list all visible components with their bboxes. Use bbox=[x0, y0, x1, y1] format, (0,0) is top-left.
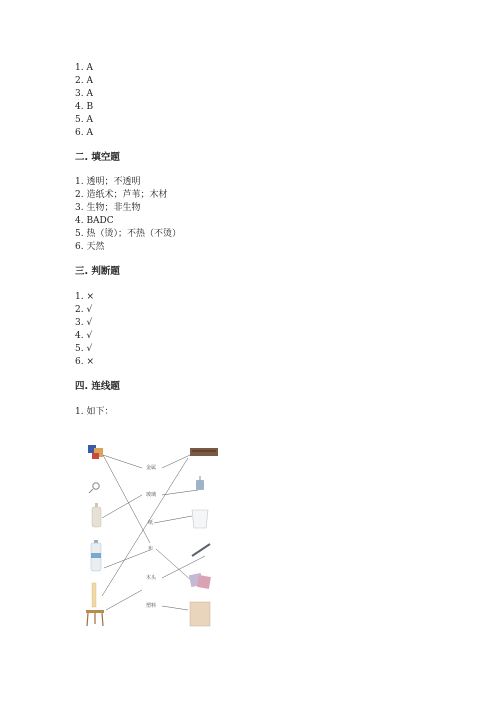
object-wooden-stool-icon bbox=[86, 610, 104, 626]
object-pen-icon bbox=[192, 544, 210, 556]
object-plastic-bags-icon bbox=[189, 573, 211, 589]
answer-line: 2. A bbox=[75, 76, 93, 86]
connector-lines bbox=[102, 455, 205, 610]
answer-line: 4. BADC bbox=[75, 216, 114, 226]
connector-line bbox=[104, 550, 150, 568]
object-wood-log-icon bbox=[190, 448, 218, 456]
answer-line: 4. B bbox=[75, 102, 94, 112]
answer-line: 6. × bbox=[75, 357, 94, 367]
answer-line: 5. 热（烫）；不热（不烫） bbox=[75, 229, 181, 239]
answer-line: 1. A bbox=[75, 63, 93, 73]
object-cardboard-box-icon bbox=[190, 602, 210, 626]
connector-line bbox=[103, 455, 150, 543]
section-heading-fill-blank: 二. 填空题 bbox=[75, 152, 120, 163]
answer-line: 4. √ bbox=[75, 331, 93, 341]
answer-line: 1. 如下： bbox=[75, 407, 114, 417]
material-label-metal: 金属 bbox=[146, 465, 157, 471]
material-label-plastic: 塑料 bbox=[146, 603, 157, 609]
connector-line bbox=[106, 590, 142, 610]
material-label-glass: 玻璃 bbox=[146, 492, 157, 498]
section-heading-true-false: 三. 判断题 bbox=[75, 266, 120, 277]
object-cloth-squares-icon bbox=[88, 445, 103, 459]
connector-line bbox=[154, 516, 192, 523]
object-glass-bottle-icon bbox=[92, 503, 101, 527]
connector-line bbox=[162, 606, 188, 610]
answer-line: 5. √ bbox=[75, 344, 93, 354]
connector-line bbox=[102, 495, 142, 518]
material-label-wood: 木头 bbox=[146, 575, 157, 581]
answer-line: 1. × bbox=[75, 292, 94, 302]
answer-line: 1. 透明；不透明 bbox=[75, 177, 141, 187]
answer-line: 6. A bbox=[75, 128, 93, 138]
connector-line bbox=[156, 549, 192, 581]
answer-line: 2. 造纸术；芦苇；木材 bbox=[75, 190, 168, 200]
object-glass-cup-icon bbox=[192, 510, 208, 528]
answer-line: 3. √ bbox=[75, 318, 93, 328]
material-label-paper: 纸 bbox=[148, 520, 154, 526]
section-heading-matching: 四. 连线题 bbox=[75, 381, 120, 392]
answer-line: 3. A bbox=[75, 89, 93, 99]
answer-line: 2. √ bbox=[75, 305, 93, 315]
answer-line: 3. 生物；非生物 bbox=[75, 203, 141, 213]
material-label-cloth: 布 bbox=[148, 546, 154, 552]
object-clip-icon bbox=[196, 476, 204, 490]
object-plastic-bottle-icon bbox=[91, 540, 101, 571]
connector-line bbox=[102, 458, 188, 596]
answer-line: 6. 天然 bbox=[75, 242, 105, 252]
matching-diagram bbox=[80, 438, 220, 633]
object-pencil-icon bbox=[92, 583, 96, 607]
object-magnifier-icon bbox=[89, 483, 99, 493]
answer-line: 5. A bbox=[75, 115, 93, 125]
